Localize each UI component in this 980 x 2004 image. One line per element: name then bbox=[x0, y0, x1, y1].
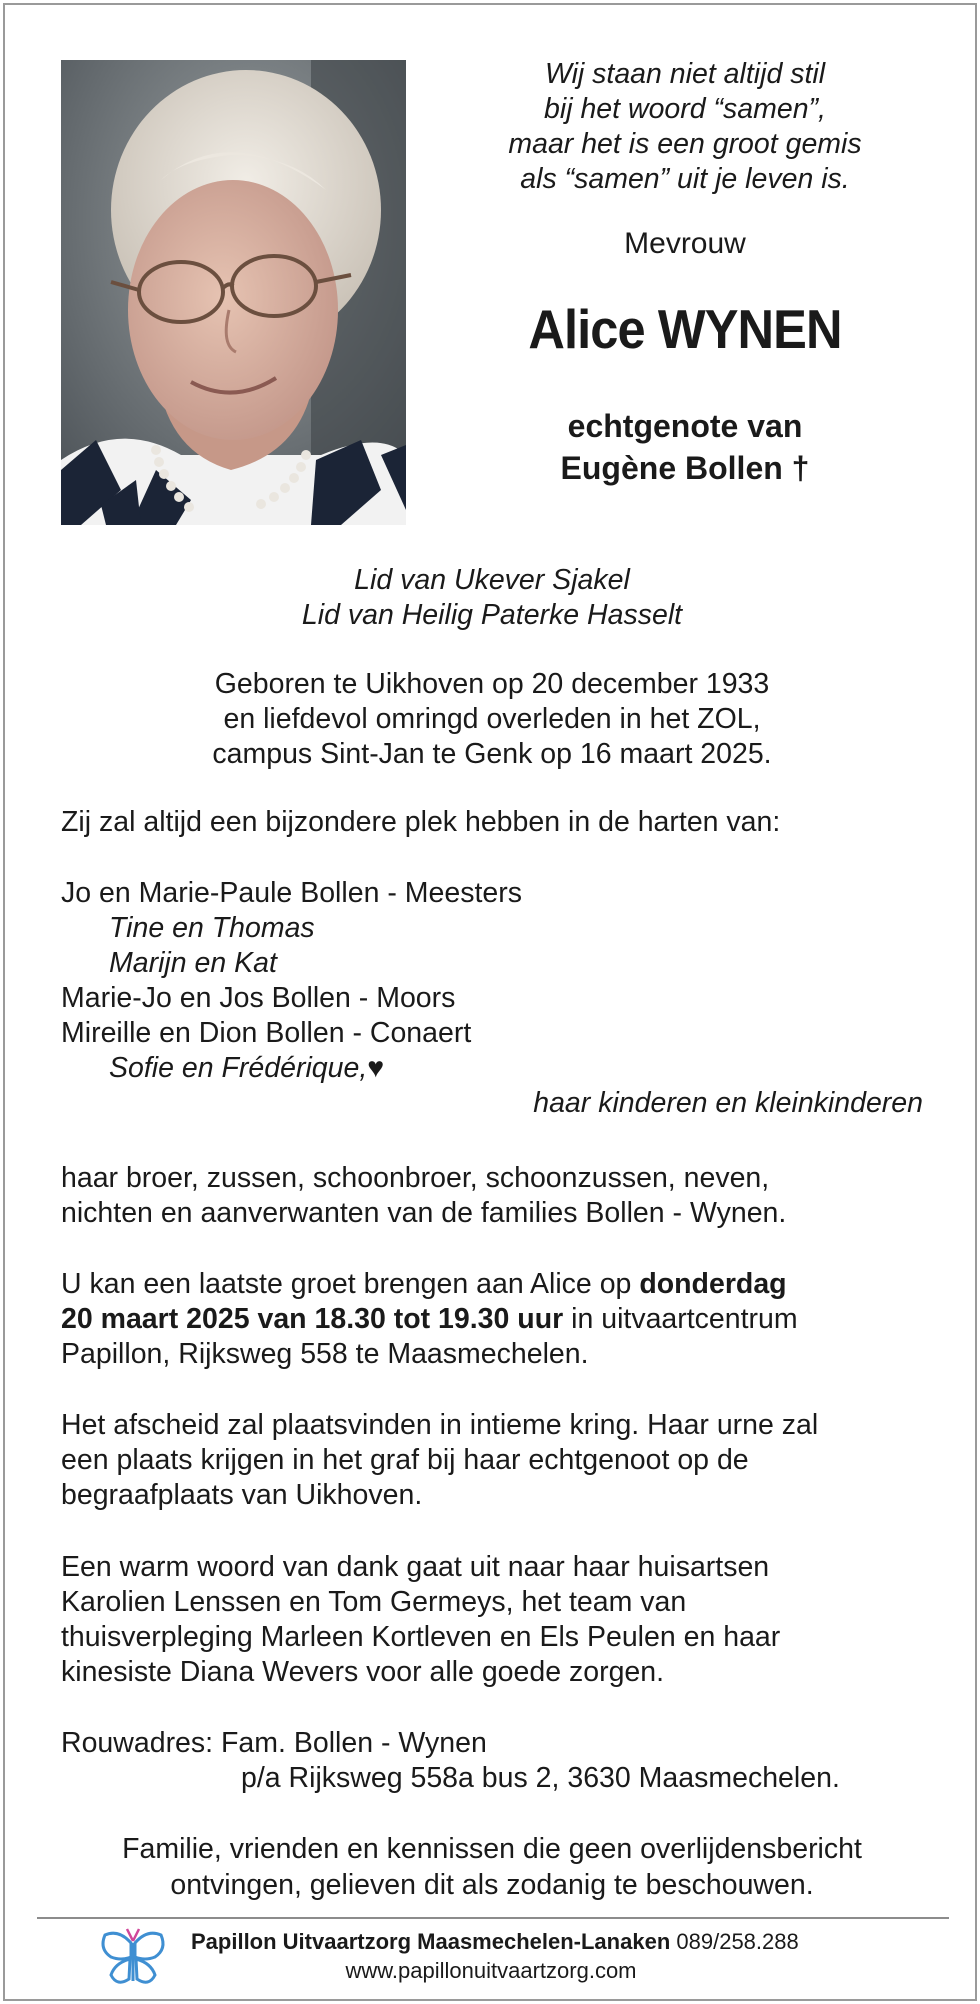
relatives-line: nichten en aanverwanten van de families Bollen - Wynen. bbox=[61, 1197, 787, 1229]
spouse-label: echtgenote van bbox=[567, 408, 803, 444]
salutation: Mevrouw bbox=[624, 227, 746, 260]
company-phone: 089/258.288 bbox=[676, 1929, 799, 1954]
footer-divider bbox=[37, 1917, 949, 1919]
birth-line: en liefdevol omringd overleden in het ZOL, bbox=[223, 703, 761, 735]
thanks-line: thuisverpleging Marleen Kortleven en Els Peulen en haar bbox=[61, 1621, 781, 1653]
closing-line: ontvingen, gelieven dit als zodanig te beschouwen. bbox=[170, 1869, 814, 1901]
company-name: Papillon Uitvaartzorg Maasmechelen-Lanaken bbox=[191, 1929, 671, 1954]
thanks bbox=[61, 1550, 941, 1690]
obituary-card bbox=[3, 3, 977, 2001]
visitation-line: Papillon, Rijksweg 558 te Maasmechelen. bbox=[61, 1338, 589, 1370]
poem-line: bij het woord “samen”, bbox=[544, 93, 826, 125]
mourning-address bbox=[61, 1726, 941, 1796]
membership-line: Lid van Heilig Paterke Hasselt bbox=[301, 599, 683, 631]
closing-note bbox=[5, 1831, 979, 1903]
visitation-line bbox=[61, 1267, 941, 1302]
deceased-name: Alice WYNEN bbox=[528, 298, 842, 360]
closing-line: Familie, vrienden en kennissen die geen overlijdensbericht bbox=[122, 1833, 862, 1865]
poem-line: Wij staan niet altijd stil bbox=[544, 58, 826, 90]
birth-line: Geboren te Uikhoven op 20 december 1933 bbox=[214, 668, 770, 700]
visitation-text: U kan een laatste groet brengen aan Alice op bbox=[61, 1268, 640, 1300]
birth-death-info bbox=[5, 667, 979, 772]
birth-line: campus Sint-Jan te Genk op 16 maart 2025. bbox=[212, 738, 772, 770]
company-website[interactable]: www.papillonuitvaartzorg.com bbox=[345, 1958, 637, 1983]
farewell-line: een plaats krijgen in het graf bij haar echtgenoot op de bbox=[61, 1444, 749, 1476]
visitation-text: in uitvaartcentrum bbox=[563, 1303, 798, 1335]
relatives-line: haar broer, zussen, schoonbroer, schoonzussen, neven, bbox=[61, 1162, 770, 1194]
grandchild-names: Sofie en Frédérique, bbox=[109, 1052, 368, 1084]
family-list bbox=[61, 876, 941, 1121]
relatives bbox=[61, 1161, 941, 1231]
footer-company bbox=[191, 1929, 951, 1955]
farewell-line: begraafplaats van Uikhoven. bbox=[61, 1479, 423, 1511]
poem-line: maar het is een groot gemis bbox=[508, 128, 862, 160]
memberships bbox=[5, 563, 979, 633]
family-line: Marie-Jo en Jos Bollen - Moors bbox=[61, 982, 456, 1014]
grandchild-line: Marijn en Kat bbox=[109, 947, 277, 979]
farewell-line: Het afscheid zal plaatsvinden in intieme kring. Haar urne zal bbox=[61, 1409, 819, 1441]
butterfly-icon bbox=[97, 1923, 169, 1991]
family-line: Mireille en Dion Bollen - Conaert bbox=[61, 1017, 472, 1049]
hearts-intro: Zij zal altijd een bijzondere plek hebben in de harten van: bbox=[61, 806, 781, 838]
spouse-name: Eugène Bollen † bbox=[560, 450, 810, 486]
thanks-line: kinesiste Diana Wevers voor alle goede zorgen. bbox=[61, 1656, 665, 1688]
portrait-image bbox=[61, 60, 406, 525]
address-line: Rouwadres: Fam. Bollen - Wynen bbox=[61, 1727, 487, 1759]
family-line: Jo en Marie-Paule Bollen - Meesters bbox=[61, 877, 522, 909]
poem-line: als “samen” uit je leven is. bbox=[520, 163, 850, 195]
spouse-block bbox=[445, 405, 925, 489]
address-line: p/a Rijksweg 558a bus 2, 3630 Maasmechelen. bbox=[241, 1762, 840, 1794]
visitation-datetime: 20 maart 2025 van 18.30 tot 19.30 uur bbox=[61, 1303, 564, 1335]
visitation-day: donderdag bbox=[639, 1268, 787, 1300]
grandchild-line: Tine en Thomas bbox=[109, 912, 315, 944]
visitation-info bbox=[61, 1267, 941, 1372]
poem bbox=[445, 57, 925, 197]
thanks-line: Een warm woord van dank gaat uit naar haar huisartsen bbox=[61, 1551, 770, 1583]
membership-line: Lid van Ukever Sjakel bbox=[354, 564, 630, 596]
grandchild-line bbox=[61, 1051, 941, 1086]
thanks-line: Karolien Lenssen en Tom Germeys, het team van bbox=[61, 1586, 687, 1618]
farewell-info bbox=[61, 1408, 941, 1513]
visitation-line bbox=[61, 1302, 941, 1337]
family-summary: haar kinderen en kleinkinderen bbox=[533, 1087, 923, 1119]
portrait-photo bbox=[61, 60, 406, 525]
heart-icon: ♥ bbox=[367, 1052, 385, 1084]
